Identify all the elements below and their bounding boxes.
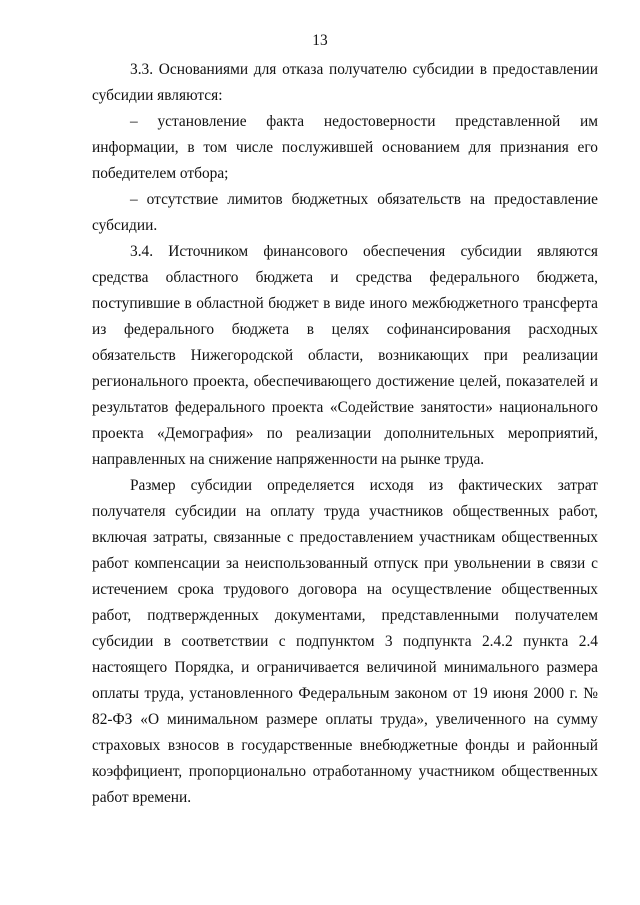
paragraph-3-4: 3.4. Источником финансового обеспечения субсидии являются средства областного бюджета и средства федерального бюджета, поступившие в областной бюджет в виде иного межбюджетного трансферта из федерального бюджета в целях софинансирования расходных обязательств Нижегородской области, возникающих при реализации регионального проекта, обеспечивающего достижение целей, показателей и результатов федерального проекта «Содействие занятости» национального проекта «Демография» по реализации дополнительных мероприятий, направленных на снижение напряженности на рынке труда. [92, 243, 598, 468]
paragraph-3-3: 3.3. Основаниями для отказа получателю субсидии в предоставлении субсидии являются: [92, 61, 598, 104]
document-body [92, 57, 598, 811]
paragraph-dash-item-2: – отсутствие лимитов бюджетных обязательств на предоставление субсидии. [92, 191, 598, 234]
paragraph-dash-item-1: – установление факта недостоверности представленной им информации, в том числе послужившей основанием для признания его победителем отбора; [92, 113, 598, 182]
paragraph-subsidy-amount: Размер субсидии определяется исходя из фактических затрат получателя субсидии на оплату труда участников общественных работ, включая затраты, связанные с предоставлением участникам общественных работ компенсации за неиспользованный отпуск при увольнении в связи с истечением срока трудового договора на осуществление общественных работ, подтвержденных документами, представленными получателем субсидии в соответствии с подпунктом 3 подпункта 2.4.2 пункта 2.4 настоящего Порядка, и ограничивается величиной минимального размера оплаты труда, установленного Федеральным законом от 19 июня 2000 г. № 82-ФЗ «О минимальном размере оплаты труда», увеличенного на сумму страховых взносов в государственные внебюджетные фонды и районный коэффициент, пропорционально отработанному участником общественных работ времени. [92, 477, 598, 806]
page-number: 13 [312, 32, 328, 49]
